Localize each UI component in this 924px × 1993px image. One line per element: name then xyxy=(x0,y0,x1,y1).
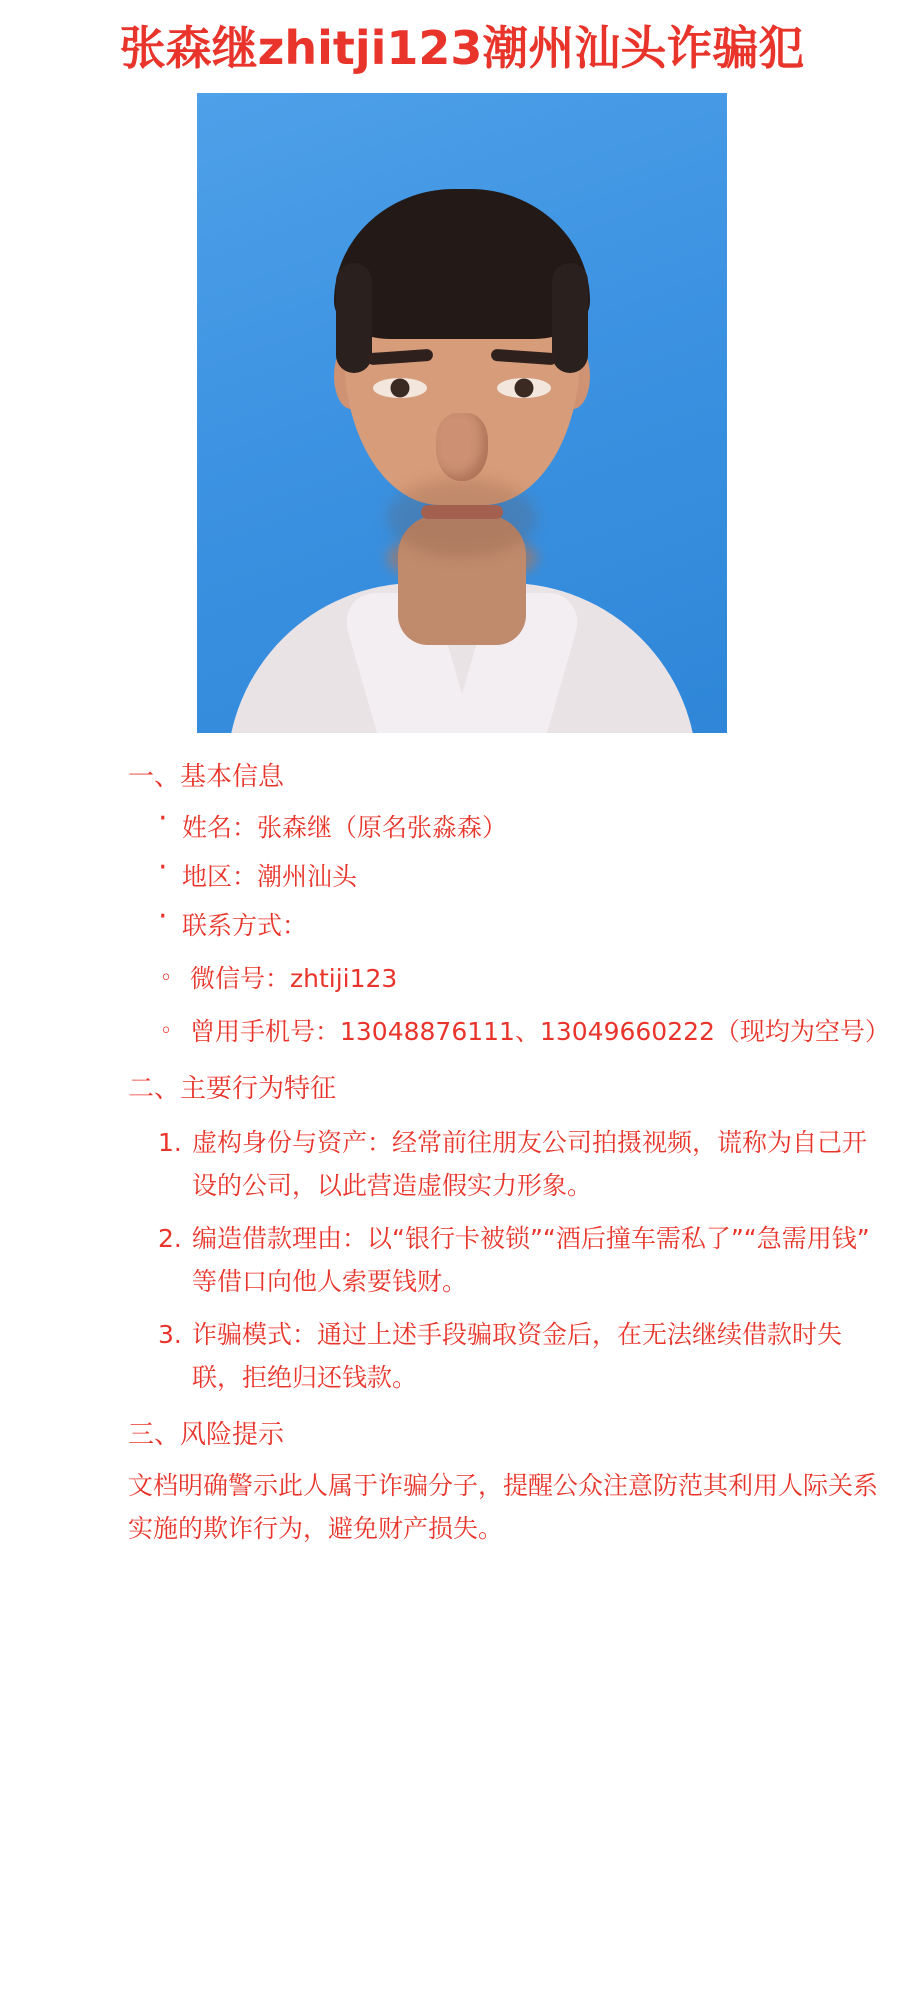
portrait-photo-container xyxy=(0,93,924,733)
list-item: 。 微信号：zhtiji123 xyxy=(162,957,890,1000)
eye-right xyxy=(497,378,551,398)
risk-paragraph: 文档明确警示此人属于诈骗分子，提醒公众注意防范其利用人际关系实施的欺诈行为，避免财产损失。 xyxy=(128,1471,879,1544)
hair-side-right xyxy=(552,263,588,373)
section-heading-behavior: 二、主要行为特征 xyxy=(128,1073,337,1104)
iris-right xyxy=(515,378,534,397)
risk-section xyxy=(128,1413,890,1550)
list-item: 诈骗模式：通过上述手段骗取资金后，在无法继续借款时失联，拒绝归还钱款。 xyxy=(192,1320,843,1393)
list-item: · 地区：潮州汕头 xyxy=(156,855,890,898)
basic-info-list xyxy=(128,806,890,947)
document-page xyxy=(0,22,924,1590)
list-item: 虚构身份与资产：经常前往朋友公司拍摄视频，谎称为自己开设的公司，以此营造虚假实力形象。 xyxy=(192,1128,868,1201)
page-title: 张森继zhitji123潮州汕头诈骗犯 xyxy=(119,21,805,75)
list-item: · 姓名：张森继（原名张淼森） xyxy=(156,806,890,849)
section-heading-risk: 三、风险提示 xyxy=(128,1420,285,1451)
contact-sub-list xyxy=(128,957,890,1053)
portrait-photo xyxy=(197,93,727,733)
list-item: · 联系方式： xyxy=(156,904,890,947)
section-heading-basic: 一、基本信息 xyxy=(128,761,285,792)
document-content xyxy=(0,755,924,1550)
mouth-shape xyxy=(421,505,503,519)
behavior-list xyxy=(128,1121,890,1399)
eye-left xyxy=(373,378,427,398)
nose-shape xyxy=(436,413,488,481)
list-item: 。 曾用手机号：13048876111、13049660222（现均为空号） xyxy=(162,1010,890,1053)
iris-left xyxy=(391,378,410,397)
list-item: 编造借款理由：以“银行卡被锁”“酒后撞车需私了”“急需用钱”等借口向他人索要钱财。 xyxy=(192,1224,870,1297)
